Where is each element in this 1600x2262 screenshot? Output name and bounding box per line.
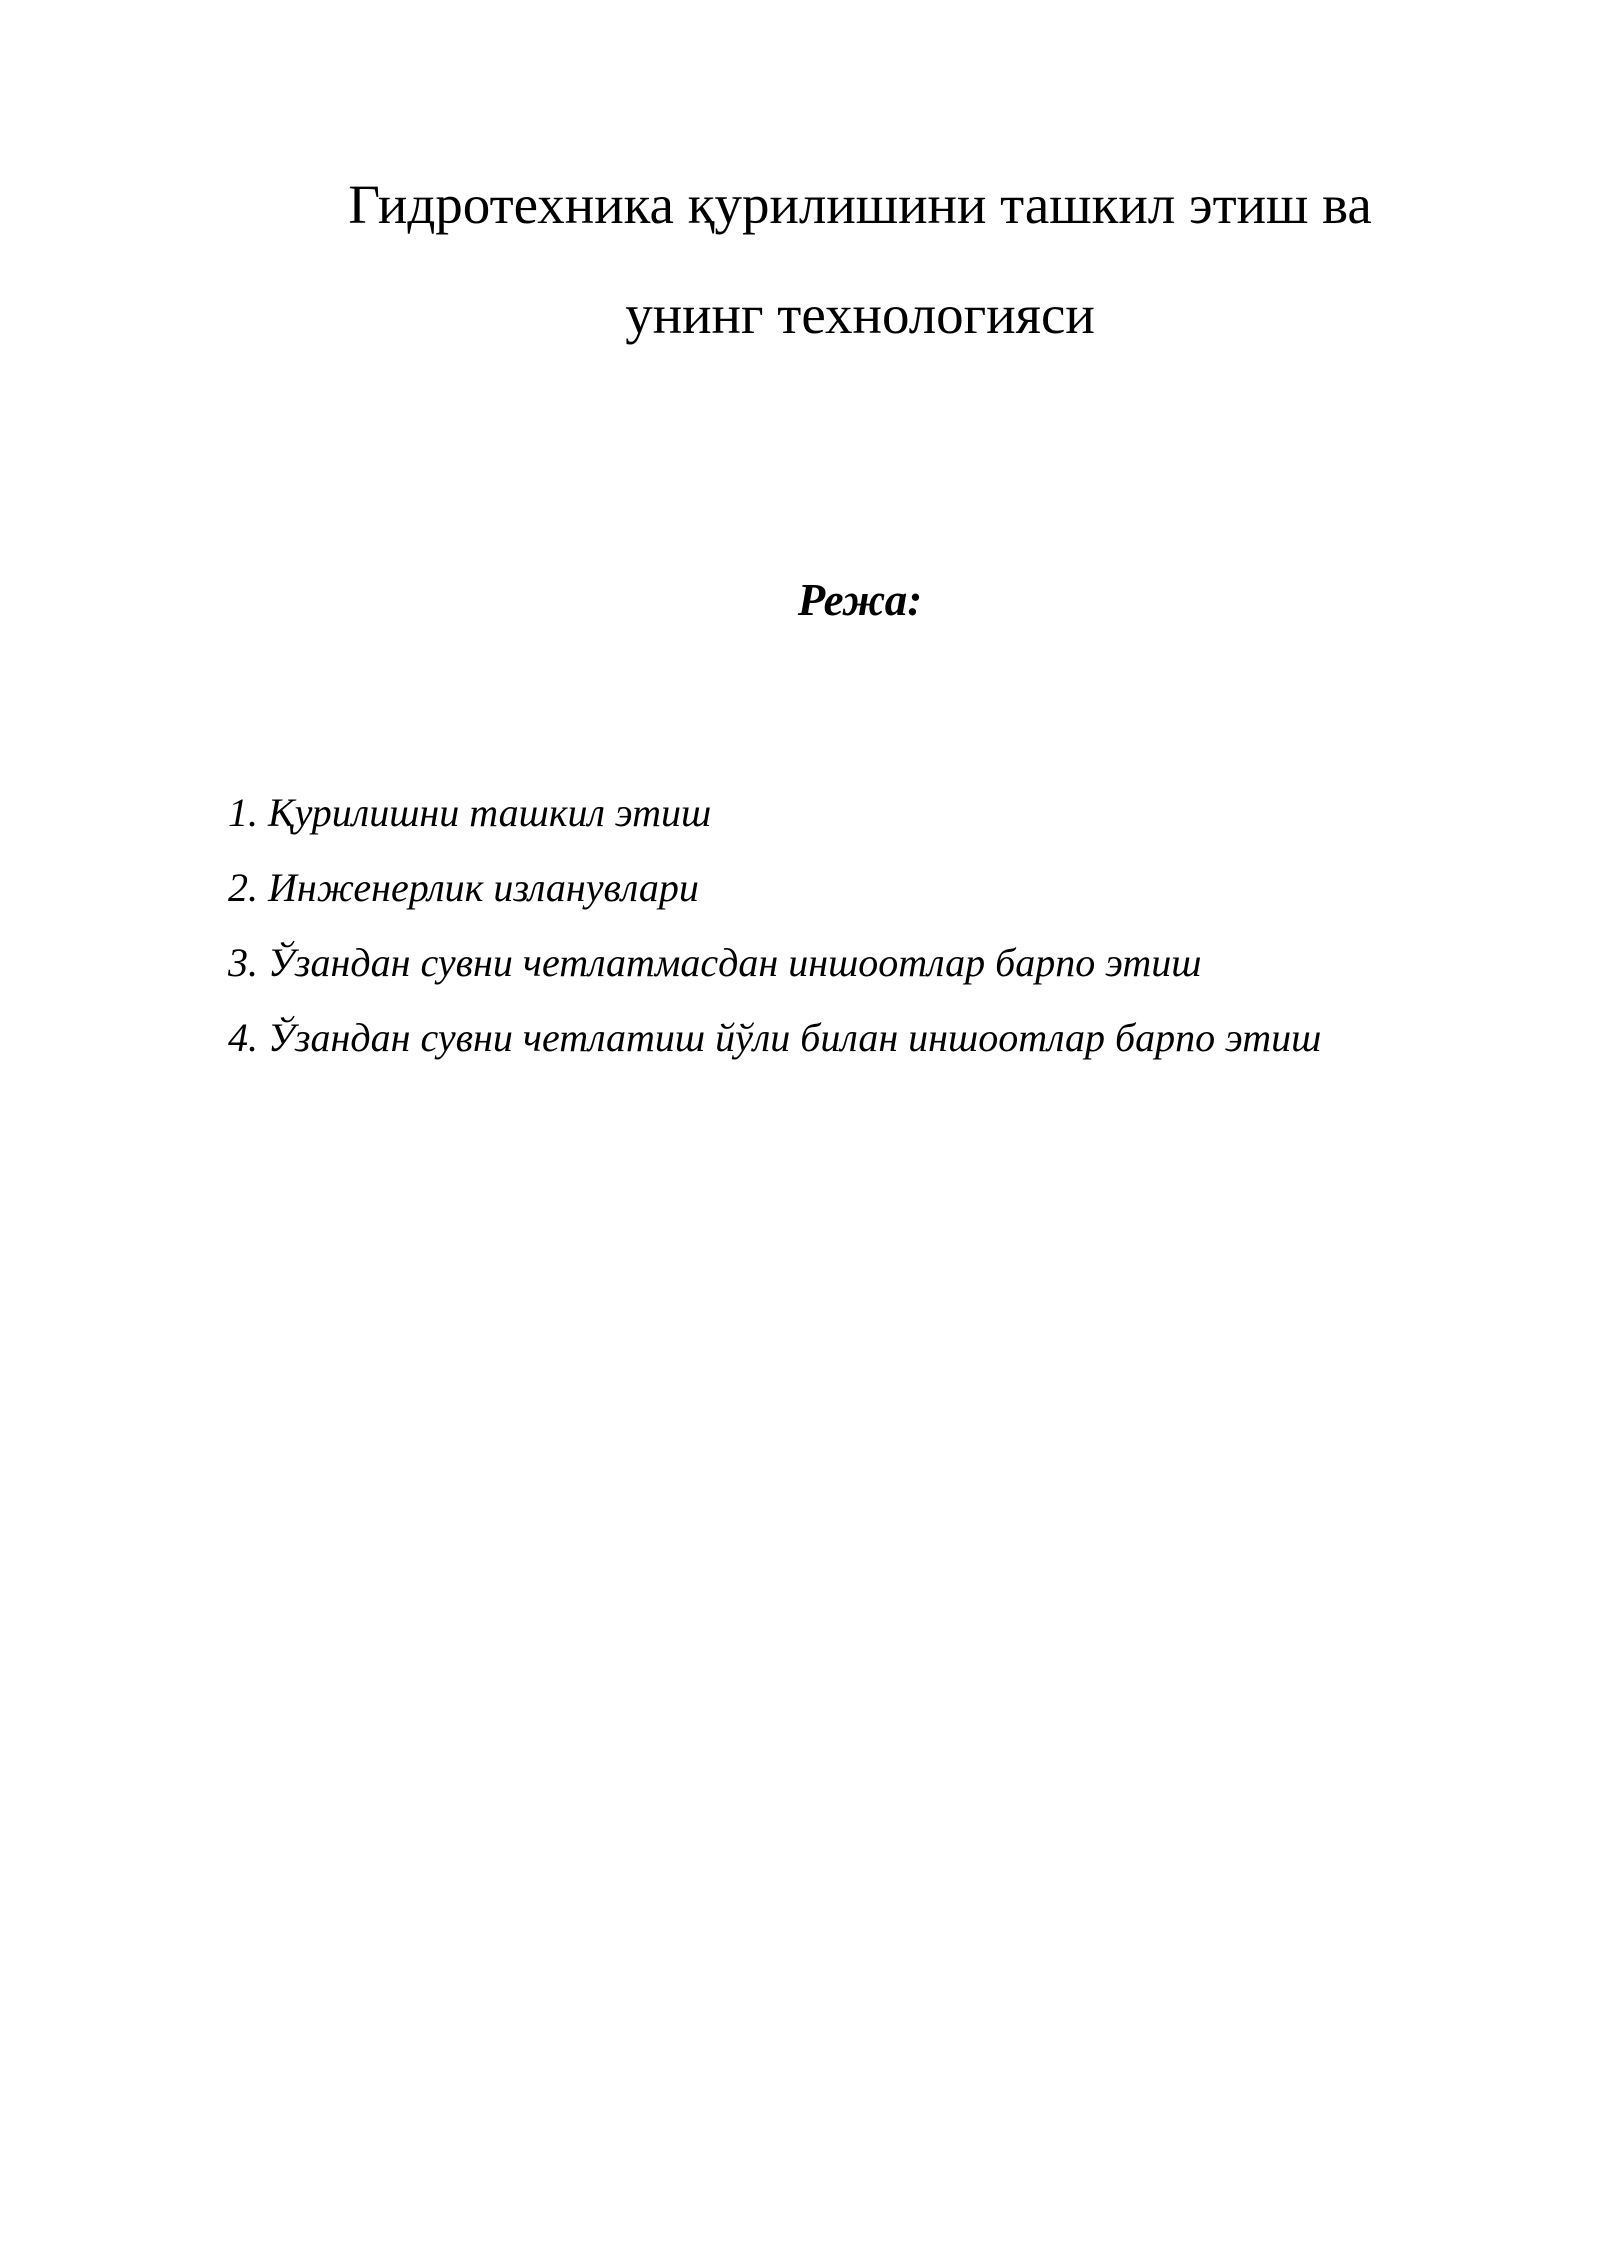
plan-item-text: Ўзандан сувни четлатмасдан иншоотлар барпо этиш: [268, 940, 1202, 985]
plan-item-number: 2.: [228, 865, 258, 910]
plan-item-4: [228, 1000, 1488, 1075]
plan-item-number: 4.: [228, 1015, 258, 1060]
document-title: [300, 150, 1420, 370]
plan-item-number: 3.: [228, 940, 258, 985]
plan-item-text: Инженерлик изланувлари: [268, 865, 699, 910]
plan-item-number: 1.: [228, 790, 258, 835]
title-line-1: Гидротехника қурилишини ташкил этиш ва: [348, 174, 1372, 235]
plan-item-2: [228, 850, 1488, 925]
plan-list: [228, 775, 1488, 1075]
plan-heading: Режа:: [797, 575, 923, 625]
plan-item-text: Ўзандан сувни четлатиш йўли билан иншоотлар барпо этиш: [268, 1015, 1322, 1060]
plan-item-3: [228, 925, 1488, 1000]
title-line-2: унинг технологияси: [625, 284, 1095, 345]
plan-item-text: Қурилишни ташкил этиш: [268, 790, 712, 835]
plan-item-1: [228, 775, 1488, 850]
